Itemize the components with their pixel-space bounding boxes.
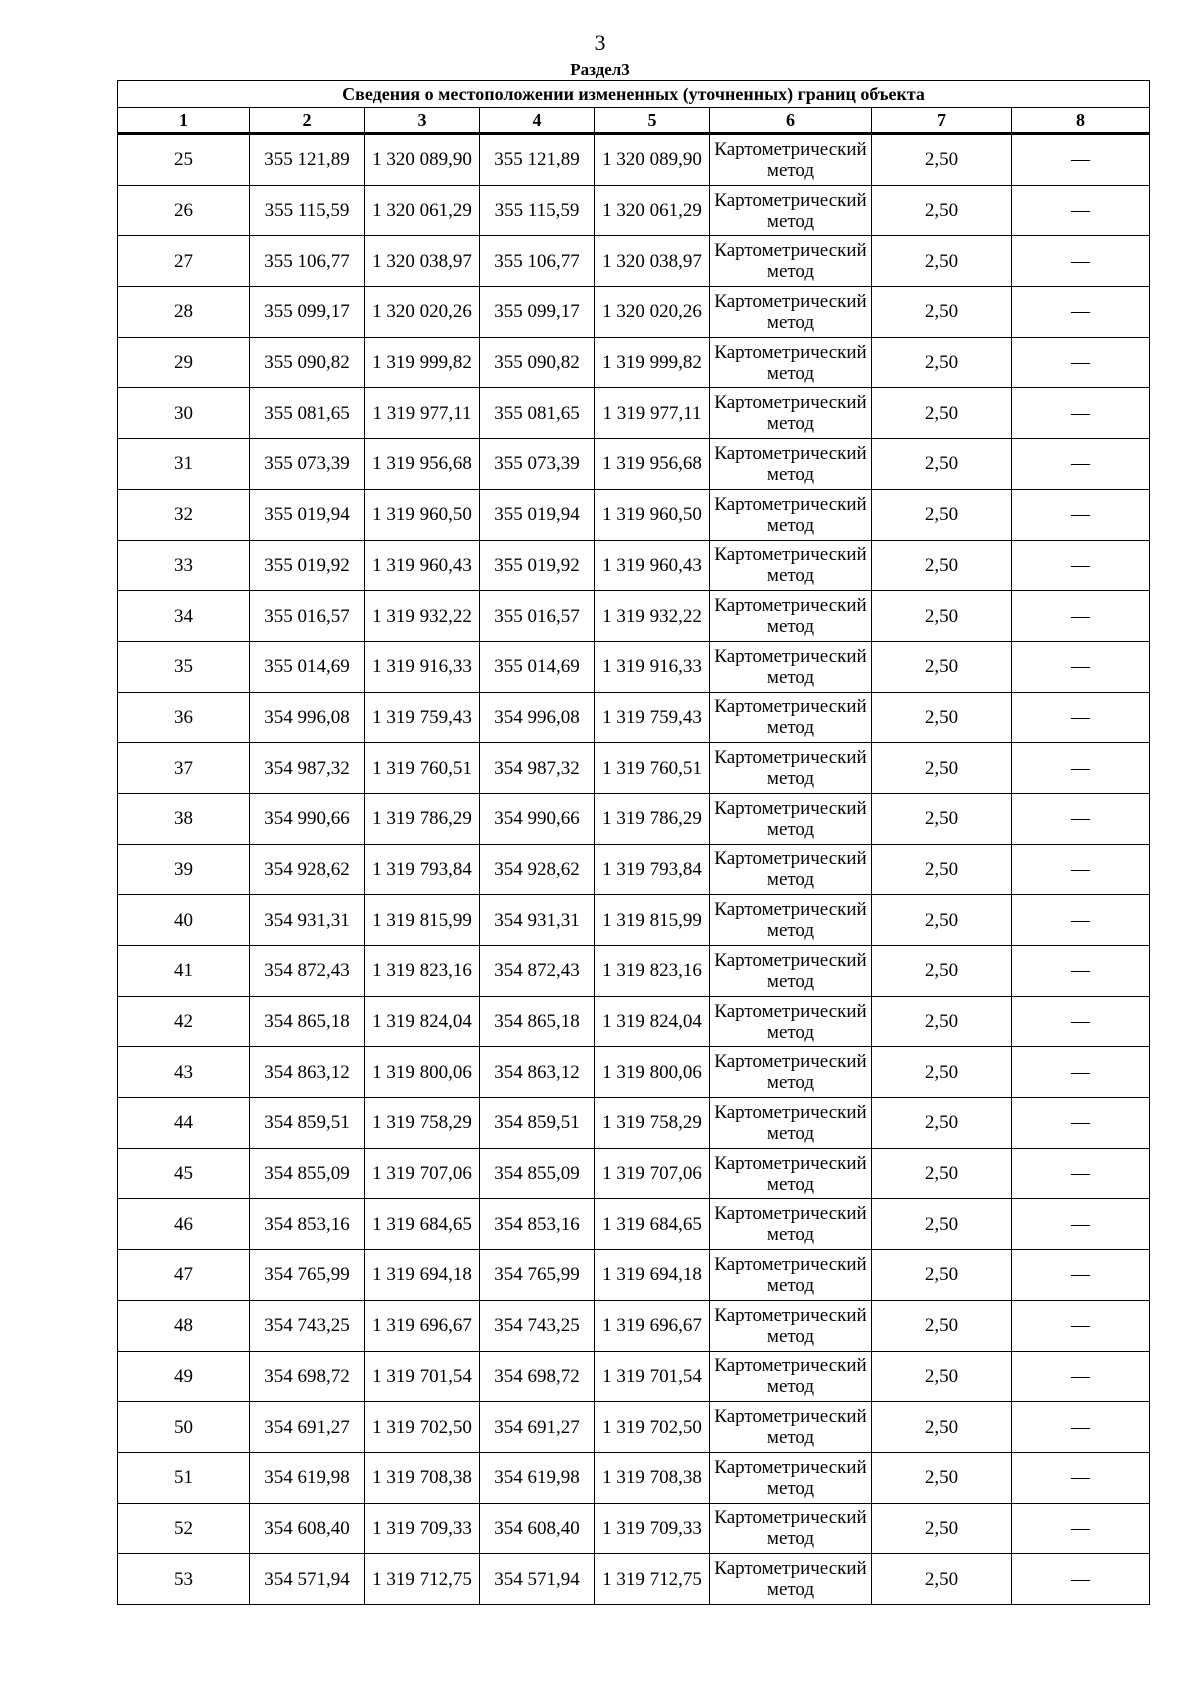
table-row — [118, 641, 1150, 692]
cell-method: Картометрический метод — [710, 236, 872, 287]
cell-x-existing: 354 855,09 — [250, 1148, 365, 1199]
cell-accuracy: 2,50 — [872, 337, 1012, 388]
cell-accuracy: 2,50 — [872, 388, 1012, 439]
cell-description: — — [1012, 641, 1150, 692]
cell-y-existing: 1 319 786,29 — [365, 793, 480, 844]
table-row — [118, 743, 1150, 794]
cell-x-new: 355 016,57 — [480, 591, 595, 642]
cell-point-number: 32 — [118, 489, 250, 540]
cell-description: — — [1012, 1300, 1150, 1351]
cell-x-new: 355 099,17 — [480, 287, 595, 338]
cell-accuracy: 2,50 — [872, 236, 1012, 287]
table-row — [118, 1503, 1150, 1554]
cell-point-number: 48 — [118, 1300, 250, 1351]
table-row — [118, 1199, 1150, 1250]
table-row — [118, 337, 1150, 388]
cell-y-existing: 1 319 694,18 — [365, 1250, 480, 1301]
cell-point-number: 41 — [118, 946, 250, 997]
cell-description: — — [1012, 1098, 1150, 1149]
cell-point-number: 35 — [118, 641, 250, 692]
cell-description: — — [1012, 743, 1150, 794]
cell-x-existing: 355 073,39 — [250, 439, 365, 490]
cell-y-new: 1 320 089,90 — [595, 134, 710, 186]
cell-y-existing: 1 319 960,50 — [365, 489, 480, 540]
cell-accuracy: 2,50 — [872, 185, 1012, 236]
cell-method: Картометрический метод — [710, 1300, 872, 1351]
cell-accuracy: 2,50 — [872, 489, 1012, 540]
table-row — [118, 134, 1150, 186]
cell-method: Картометрический метод — [710, 1148, 872, 1199]
cell-x-existing: 355 099,17 — [250, 287, 365, 338]
cell-point-number: 46 — [118, 1199, 250, 1250]
cell-x-new: 354 608,40 — [480, 1503, 595, 1554]
cell-point-number: 40 — [118, 895, 250, 946]
column-number-3: 3 — [365, 108, 480, 134]
table-row — [118, 1452, 1150, 1503]
cell-y-existing: 1 319 709,33 — [365, 1503, 480, 1554]
section-title: Раздел3 — [570, 60, 630, 79]
cell-method: Картометрический метод — [710, 489, 872, 540]
cell-x-new: 354 928,62 — [480, 844, 595, 895]
cell-y-existing: 1 319 759,43 — [365, 692, 480, 743]
cell-x-new: 355 090,82 — [480, 337, 595, 388]
cell-y-existing: 1 319 815,99 — [365, 895, 480, 946]
cell-method: Картометрический метод — [710, 946, 872, 997]
cell-accuracy: 2,50 — [872, 946, 1012, 997]
cell-method: Картометрический метод — [710, 540, 872, 591]
cell-x-new: 354 872,43 — [480, 946, 595, 997]
cell-y-existing: 1 319 708,38 — [365, 1452, 480, 1503]
cell-y-new: 1 319 696,67 — [595, 1300, 710, 1351]
cell-y-new: 1 319 702,50 — [595, 1402, 710, 1453]
cell-y-existing: 1 319 758,29 — [365, 1098, 480, 1149]
cell-point-number: 36 — [118, 692, 250, 743]
cell-description: — — [1012, 946, 1150, 997]
cell-point-number: 50 — [118, 1402, 250, 1453]
table-row — [118, 1402, 1150, 1453]
cell-x-existing: 354 691,27 — [250, 1402, 365, 1453]
cell-x-existing: 354 571,94 — [250, 1554, 365, 1605]
cell-y-new: 1 319 786,29 — [595, 793, 710, 844]
cell-x-new: 355 121,89 — [480, 134, 595, 186]
cell-x-new: 354 931,31 — [480, 895, 595, 946]
cell-y-new: 1 319 824,04 — [595, 996, 710, 1047]
cell-y-new: 1 319 758,29 — [595, 1098, 710, 1149]
cell-x-existing: 354 853,16 — [250, 1199, 365, 1250]
cell-description: — — [1012, 134, 1150, 186]
cell-method: Картометрический метод — [710, 591, 872, 642]
cell-accuracy: 2,50 — [872, 1300, 1012, 1351]
cell-method: Картометрический метод — [710, 844, 872, 895]
column-number-8: 8 — [1012, 108, 1150, 134]
cell-description: — — [1012, 895, 1150, 946]
cell-y-new: 1 319 800,06 — [595, 1047, 710, 1098]
cell-accuracy: 2,50 — [872, 743, 1012, 794]
cell-accuracy: 2,50 — [872, 692, 1012, 743]
cell-x-new: 354 619,98 — [480, 1452, 595, 1503]
cell-x-existing: 354 928,62 — [250, 844, 365, 895]
cell-y-new: 1 319 916,33 — [595, 641, 710, 692]
cell-x-new: 354 853,16 — [480, 1199, 595, 1250]
cell-y-new: 1 319 759,43 — [595, 692, 710, 743]
cell-y-new: 1 319 960,50 — [595, 489, 710, 540]
cell-y-existing: 1 319 701,54 — [365, 1351, 480, 1402]
column-number-row — [118, 108, 1150, 134]
table-row — [118, 388, 1150, 439]
cell-x-new: 354 987,32 — [480, 743, 595, 794]
cell-method: Картометрический метод — [710, 388, 872, 439]
cell-method: Картометрический метод — [710, 134, 872, 186]
cell-x-existing: 355 090,82 — [250, 337, 365, 388]
cell-x-existing: 355 019,92 — [250, 540, 365, 591]
cell-y-new: 1 319 999,82 — [595, 337, 710, 388]
cell-accuracy: 2,50 — [872, 439, 1012, 490]
cell-y-existing: 1 319 977,11 — [365, 388, 480, 439]
cell-y-new: 1 319 707,06 — [595, 1148, 710, 1199]
table-caption: Сведения о местоположении измененных (уточненных) границ объекта — [118, 81, 1150, 108]
cell-accuracy: 2,50 — [872, 134, 1012, 186]
cell-y-existing: 1 319 707,06 — [365, 1148, 480, 1199]
cell-description: — — [1012, 996, 1150, 1047]
cell-method: Картометрический метод — [710, 439, 872, 490]
cell-y-new: 1 320 020,26 — [595, 287, 710, 338]
cell-description: — — [1012, 844, 1150, 895]
cell-method: Картометрический метод — [710, 1047, 872, 1098]
cell-accuracy: 2,50 — [872, 1148, 1012, 1199]
cell-method: Картометрический метод — [710, 1250, 872, 1301]
cell-y-new: 1 319 823,16 — [595, 946, 710, 997]
cell-accuracy: 2,50 — [872, 1098, 1012, 1149]
cell-point-number: 49 — [118, 1351, 250, 1402]
cell-y-existing: 1 319 696,67 — [365, 1300, 480, 1351]
table-row — [118, 1250, 1150, 1301]
cell-point-number: 43 — [118, 1047, 250, 1098]
cell-y-existing: 1 319 824,04 — [365, 996, 480, 1047]
cell-point-number: 37 — [118, 743, 250, 794]
column-number-4: 4 — [480, 108, 595, 134]
cell-x-existing: 355 115,59 — [250, 185, 365, 236]
cell-y-existing: 1 319 712,75 — [365, 1554, 480, 1605]
cell-description: — — [1012, 1199, 1150, 1250]
cell-x-existing: 355 106,77 — [250, 236, 365, 287]
cell-x-existing: 355 121,89 — [250, 134, 365, 186]
cell-y-new: 1 319 977,11 — [595, 388, 710, 439]
cell-point-number: 26 — [118, 185, 250, 236]
cell-accuracy: 2,50 — [872, 1452, 1012, 1503]
cell-y-new: 1 319 815,99 — [595, 895, 710, 946]
cell-y-existing: 1 319 823,16 — [365, 946, 480, 997]
cell-x-new: 355 073,39 — [480, 439, 595, 490]
cell-method: Картометрический метод — [710, 1098, 872, 1149]
cell-accuracy: 2,50 — [872, 540, 1012, 591]
cell-point-number: 29 — [118, 337, 250, 388]
cell-description: — — [1012, 1250, 1150, 1301]
cell-accuracy: 2,50 — [872, 1351, 1012, 1402]
cell-point-number: 25 — [118, 134, 250, 186]
cell-x-new: 355 115,59 — [480, 185, 595, 236]
cell-y-new: 1 319 701,54 — [595, 1351, 710, 1402]
cell-x-existing: 354 996,08 — [250, 692, 365, 743]
cell-description: — — [1012, 337, 1150, 388]
cell-y-existing: 1 319 760,51 — [365, 743, 480, 794]
table-row — [118, 692, 1150, 743]
cell-y-existing: 1 319 800,06 — [365, 1047, 480, 1098]
column-number-2: 2 — [250, 108, 365, 134]
cell-point-number: 39 — [118, 844, 250, 895]
cell-method: Картометрический метод — [710, 337, 872, 388]
cell-accuracy: 2,50 — [872, 1554, 1012, 1605]
cell-x-existing: 354 865,18 — [250, 996, 365, 1047]
table-row — [118, 1098, 1150, 1149]
cell-description: — — [1012, 591, 1150, 642]
cell-x-new: 355 081,65 — [480, 388, 595, 439]
cell-description: — — [1012, 1554, 1150, 1605]
cell-method: Картометрический метод — [710, 1351, 872, 1402]
cell-method: Картометрический метод — [710, 996, 872, 1047]
table-row — [118, 540, 1150, 591]
cell-accuracy: 2,50 — [872, 1503, 1012, 1554]
cell-y-new: 1 319 960,43 — [595, 540, 710, 591]
cell-x-existing: 354 743,25 — [250, 1300, 365, 1351]
cell-method: Картометрический метод — [710, 1452, 872, 1503]
cell-method: Картометрический метод — [710, 287, 872, 338]
table-row — [118, 1351, 1150, 1402]
cell-y-existing: 1 320 089,90 — [365, 134, 480, 186]
cell-description: — — [1012, 236, 1150, 287]
cell-x-new: 354 859,51 — [480, 1098, 595, 1149]
cell-x-existing: 354 859,51 — [250, 1098, 365, 1149]
cell-y-new: 1 319 712,75 — [595, 1554, 710, 1605]
cell-y-existing: 1 319 684,65 — [365, 1199, 480, 1250]
cell-description: — — [1012, 1402, 1150, 1453]
cell-x-new: 355 106,77 — [480, 236, 595, 287]
cell-point-number: 44 — [118, 1098, 250, 1149]
cell-x-existing: 354 698,72 — [250, 1351, 365, 1402]
cell-accuracy: 2,50 — [872, 591, 1012, 642]
cell-description: — — [1012, 185, 1150, 236]
cell-point-number: 51 — [118, 1452, 250, 1503]
cell-description: — — [1012, 1148, 1150, 1199]
table-row — [118, 844, 1150, 895]
cell-y-new: 1 319 760,51 — [595, 743, 710, 794]
cell-x-new: 354 996,08 — [480, 692, 595, 743]
cell-accuracy: 2,50 — [872, 895, 1012, 946]
cell-y-new: 1 319 793,84 — [595, 844, 710, 895]
cell-accuracy: 2,50 — [872, 1402, 1012, 1453]
cell-x-existing: 355 016,57 — [250, 591, 365, 642]
cell-accuracy: 2,50 — [872, 1047, 1012, 1098]
cell-x-new: 354 691,27 — [480, 1402, 595, 1453]
table-row — [118, 591, 1150, 642]
cell-point-number: 38 — [118, 793, 250, 844]
cell-x-existing: 354 608,40 — [250, 1503, 365, 1554]
cell-accuracy: 2,50 — [872, 793, 1012, 844]
cell-method: Картометрический метод — [710, 1199, 872, 1250]
table-caption-row — [118, 81, 1150, 108]
cell-y-existing: 1 320 061,29 — [365, 185, 480, 236]
cell-x-new: 355 019,94 — [480, 489, 595, 540]
cell-accuracy: 2,50 — [872, 844, 1012, 895]
table-row — [118, 1148, 1150, 1199]
cell-point-number: 53 — [118, 1554, 250, 1605]
cell-x-new: 354 865,18 — [480, 996, 595, 1047]
column-number-5: 5 — [595, 108, 710, 134]
cell-point-number: 45 — [118, 1148, 250, 1199]
table-row — [118, 185, 1150, 236]
cell-x-new: 354 698,72 — [480, 1351, 595, 1402]
cell-accuracy: 2,50 — [872, 287, 1012, 338]
table-row — [118, 1047, 1150, 1098]
cell-x-new: 354 743,25 — [480, 1300, 595, 1351]
cell-y-existing: 1 319 956,68 — [365, 439, 480, 490]
cell-description: — — [1012, 540, 1150, 591]
cell-x-new: 354 863,12 — [480, 1047, 595, 1098]
cell-y-existing: 1 319 916,33 — [365, 641, 480, 692]
cell-point-number: 33 — [118, 540, 250, 591]
cell-x-existing: 355 014,69 — [250, 641, 365, 692]
cell-accuracy: 2,50 — [872, 1250, 1012, 1301]
table-row — [118, 439, 1150, 490]
cell-y-new: 1 319 932,22 — [595, 591, 710, 642]
cell-x-existing: 354 990,66 — [250, 793, 365, 844]
boundary-coordinates-table — [117, 80, 1150, 1605]
table-row — [118, 287, 1150, 338]
cell-x-existing: 354 931,31 — [250, 895, 365, 946]
cell-point-number: 28 — [118, 287, 250, 338]
cell-y-existing: 1 319 960,43 — [365, 540, 480, 591]
cell-y-new: 1 319 708,38 — [595, 1452, 710, 1503]
cell-y-new: 1 319 709,33 — [595, 1503, 710, 1554]
cell-method: Картометрический метод — [710, 641, 872, 692]
table-row — [118, 793, 1150, 844]
column-number-6: 6 — [710, 108, 872, 134]
cell-x-new: 355 014,69 — [480, 641, 595, 692]
cell-y-new: 1 319 684,65 — [595, 1199, 710, 1250]
cell-description: — — [1012, 1047, 1150, 1098]
cell-accuracy: 2,50 — [872, 996, 1012, 1047]
cell-point-number: 52 — [118, 1503, 250, 1554]
cell-x-existing: 354 987,32 — [250, 743, 365, 794]
cell-x-new: 354 571,94 — [480, 1554, 595, 1605]
cell-y-existing: 1 319 932,22 — [365, 591, 480, 642]
cell-point-number: 30 — [118, 388, 250, 439]
cell-method: Картометрический метод — [710, 185, 872, 236]
page-number: 3 — [594, 30, 606, 55]
cell-x-new: 354 855,09 — [480, 1148, 595, 1199]
table-row — [118, 996, 1150, 1047]
cell-description: — — [1012, 287, 1150, 338]
table-row — [118, 895, 1150, 946]
cell-description: — — [1012, 793, 1150, 844]
cell-method: Картометрический метод — [710, 1402, 872, 1453]
cell-y-existing: 1 319 702,50 — [365, 1402, 480, 1453]
cell-x-new: 355 019,92 — [480, 540, 595, 591]
cell-method: Картометрический метод — [710, 793, 872, 844]
cell-x-existing: 355 081,65 — [250, 388, 365, 439]
cell-x-existing: 355 019,94 — [250, 489, 365, 540]
cell-description: — — [1012, 1452, 1150, 1503]
cell-method: Картометрический метод — [710, 743, 872, 794]
cell-x-existing: 354 765,99 — [250, 1250, 365, 1301]
table-row — [118, 1554, 1150, 1605]
cell-accuracy: 2,50 — [872, 1199, 1012, 1250]
cell-point-number: 34 — [118, 591, 250, 642]
cell-accuracy: 2,50 — [872, 641, 1012, 692]
cell-description: — — [1012, 489, 1150, 540]
cell-method: Картометрический метод — [710, 692, 872, 743]
cell-y-existing: 1 319 793,84 — [365, 844, 480, 895]
cell-y-existing: 1 320 020,26 — [365, 287, 480, 338]
cell-y-new: 1 320 061,29 — [595, 185, 710, 236]
cell-y-new: 1 319 694,18 — [595, 1250, 710, 1301]
cell-x-existing: 354 863,12 — [250, 1047, 365, 1098]
cell-y-new: 1 320 038,97 — [595, 236, 710, 287]
cell-point-number: 42 — [118, 996, 250, 1047]
column-number-1: 1 — [118, 108, 250, 134]
cell-point-number: 27 — [118, 236, 250, 287]
cell-method: Картометрический метод — [710, 1503, 872, 1554]
cell-method: Картометрический метод — [710, 895, 872, 946]
cell-description: — — [1012, 388, 1150, 439]
table-row — [118, 236, 1150, 287]
table-row — [118, 946, 1150, 997]
cell-point-number: 47 — [118, 1250, 250, 1301]
cell-x-existing: 354 619,98 — [250, 1452, 365, 1503]
cell-description: — — [1012, 1503, 1150, 1554]
table-row — [118, 489, 1150, 540]
cell-x-new: 354 765,99 — [480, 1250, 595, 1301]
cell-method: Картометрический метод — [710, 1554, 872, 1605]
cell-description: — — [1012, 439, 1150, 490]
cell-x-new: 354 990,66 — [480, 793, 595, 844]
column-number-7: 7 — [872, 108, 1012, 134]
table-row — [118, 1300, 1150, 1351]
cell-y-existing: 1 320 038,97 — [365, 236, 480, 287]
cell-description: — — [1012, 1351, 1150, 1402]
cell-description: — — [1012, 692, 1150, 743]
cell-x-existing: 354 872,43 — [250, 946, 365, 997]
cell-point-number: 31 — [118, 439, 250, 490]
cell-y-existing: 1 319 999,82 — [365, 337, 480, 388]
cell-y-new: 1 319 956,68 — [595, 439, 710, 490]
